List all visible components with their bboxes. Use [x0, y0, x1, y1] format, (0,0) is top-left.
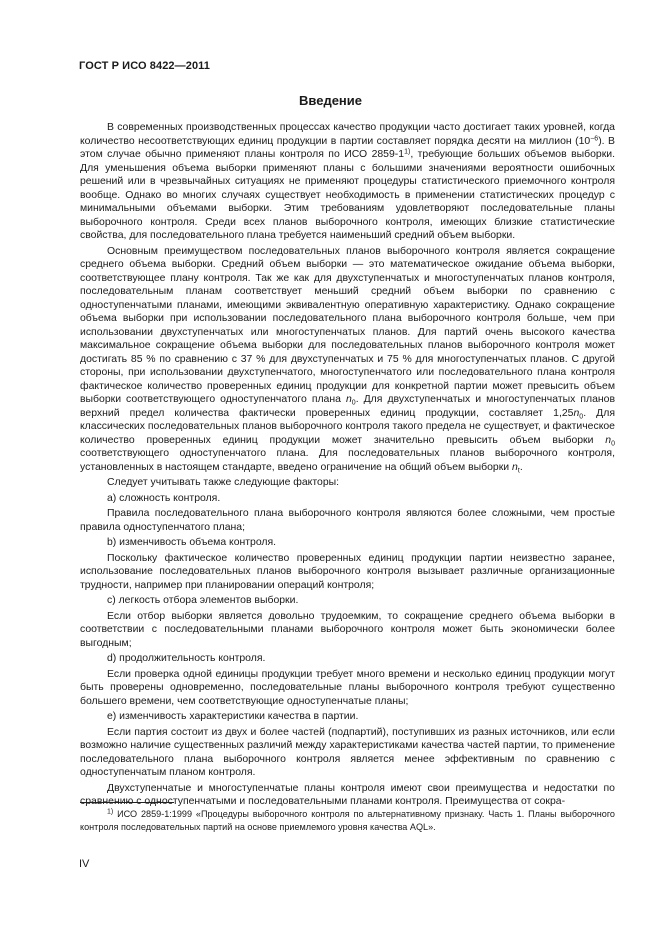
- list-item-d-text: Если проверка одной единицы продукции требует много времени и несколько единиц продукции могут быть проверены одновременно, последовательные планы выборочного контроля требуют существенно большего времени, чем соответствующие одноступенчатые планы;: [80, 668, 615, 707]
- section-title: Введение: [299, 93, 362, 108]
- list-item-a-text: Правила последовательного плана выборочного контроля являются более сложными, чем простые правила одноступенчатого плана;: [80, 508, 615, 533]
- body-text: [80, 121, 615, 809]
- list-item-c-text: Если отбор выборки является довольно трудоемким, то сокращение среднего объема выборки в соответствии с последовательными планами выборочного контроля может быть экономически более выгодным;: [80, 610, 615, 649]
- footnote-text: $^{1)}$ ИСО 2859-1:1999 «Процедуры выборочного контроля по альтернативному признаку. Часть 1. Планы выборочного контроля последовательных партий на основе приемлемого уровня качества AQL».: [80, 808, 615, 832]
- list-item-a: а) сложность контроля.: [107, 492, 221, 504]
- document-header: ГОСТ Р ИСО 8422—2011: [79, 60, 211, 72]
- list-item-b-text: Поскольку фактическое количество проверенных единиц продукции партии неизвестно заранее, использование последовательных планов выборочного контроля вызывает различные организационные трудности, например при планировании операций контроля;: [80, 552, 615, 591]
- footnote-ref: 1): [404, 148, 411, 156]
- page-number: IV: [79, 858, 90, 870]
- paragraph-final: Двухступенчатые и многоступенчатые планы контроля имеют свои преимущества и недостатки по сравнению с одноступенчатыми и последовательными планами контроля. Преимущества от сокра-: [80, 782, 615, 807]
- factors-intro: Следует учитывать также следующие факторы:: [107, 477, 340, 488]
- list-item-d: d) продолжительность контроля.: [107, 653, 266, 664]
- paragraph-advantages: Основным преимуществом последовательных планов выборочного контроля является сокращение среднего объема выборки. Средний объем выборки — это математическое ожидание объема выборки, соответствующее плану контроля. Так же как для двухступенчатых и многоступенчатых планов контроля, последовательным планам соответствует меньший средний объем выборки по сравнению с одноступенчатыми планами, имеющими эквивалентную оперативную характеристику. Однако сокращение объема выборки при использовании последовательного плана выборочного контроля больше, чем при использовании двухступенчатых или многоступенчатых планов. Для партий очень высокого качества максимальное сокращение объема выборки для последовательных планов выборочного контроля может достигать 85 % по сравнению с 37 % для двухступенчатых и 75 % для многоступенчатых планов. С другой стороны, при использовании двухступенчатого, многоступенчатого или последовательного плана контроля фактическое количество проверенных единиц продукции для конкретной партии может превысить объем выборки соответствующего одноступенчатого плана $n_0$. Для двухступенчатых и многоступенчатых планов верхний предел количества фактически проверенных единиц продукции, составляет $1,25n_0$. Для классических последовательных планов выборочного контроля такого предела не существует, и фактическое количество проверенных единиц продукции может значительно превысить объем выборки $n_0$ соответствующего одноступенчатого плана. Для последовательных планов выборочного контроля, установленных в настоящем стандарте, введено ограничение на общий объем выборки $n_t$.: [80, 245, 615, 474]
- list-item-e-text: Если партия состоит из двух и более частей (подпартий), поступивших из разных источников, или если возможно наличие существенных различий между характеристиками качества частей партии, то применение последовательного плана выборочного контроля является менее эффективным по сравнению с одноступенчатым планом контроля.: [80, 726, 615, 778]
- list-item-e: е) изменчивость характеристики качества в партии.: [107, 711, 359, 722]
- list-item-b: b) изменчивость объема контроля.: [107, 537, 277, 548]
- footnote: [80, 808, 615, 833]
- list-item-c: с) легкость отбора элементов выборки.: [107, 595, 299, 606]
- footnote-divider: [80, 802, 174, 803]
- paragraph-intro: В современных производственных процессах качество продукции часто достигает таких уровней, когда количество несоответствующих единиц продукции в партии составляет порядка десяти на миллион $(10^{-6})$. В этом случае обычно применяют планы контроля по ИСО 2859-1$^{1)}$, требующие больших объемов выборки. Для уменьшения объема выборки применяют планы с большими значениями вероятности ошибочных решений или в чрезвычайных ситуациях не применяют процедуры статистического приемочного контроля вообще. Однако во многих случаях существует необходимость в применении статистических процедур с минимальными объемами выборки. Этим требованиям удовлетворяют последовательные планы выборочного контроля. Среди всех планов выборочного контроля, имеющих близкие статистические свойства, для последовательного плана требуется наименьший средний объем выборки.: [80, 122, 615, 241]
